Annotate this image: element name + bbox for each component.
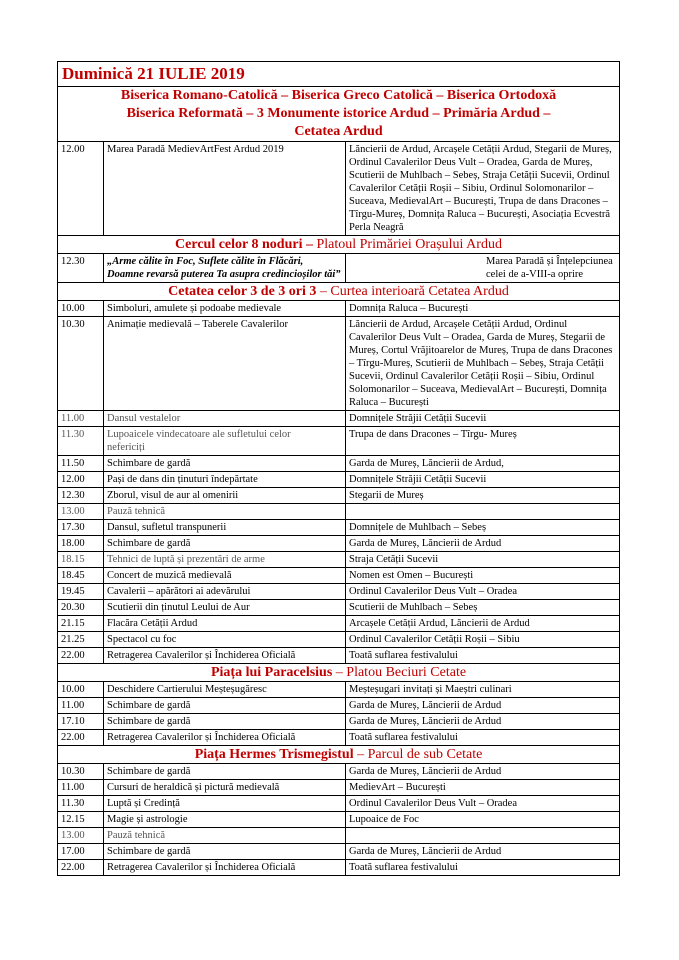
participants-cell <box>346 504 620 520</box>
participants-cell: MedievArt – București <box>346 780 620 796</box>
participants-cell: Garda de Mureș, Lăncierii de Ardud <box>346 698 620 714</box>
event-cell: Schimbare de gardă <box>104 698 346 714</box>
time-cell: 17.00 <box>58 844 104 860</box>
schedule-row <box>58 648 620 664</box>
section-title-bold: Cercul celor 8 noduri – <box>175 237 317 252</box>
event-cell: Dansul vestalelor <box>104 411 346 427</box>
section-title <box>58 236 620 254</box>
schedule-row <box>58 812 620 828</box>
section-title-bold: Piața lui Paracelsius <box>210 665 333 680</box>
event-cell: Pași de dans din ținuturi îndepărtate <box>104 472 346 488</box>
schedule-row <box>58 488 620 504</box>
event-cell: Cursuri de heraldică și pictură medievală <box>104 780 346 796</box>
participants-cell: Domnițele Străjii Cetății Sucevii <box>346 472 620 488</box>
time-cell: 13.00 <box>58 828 104 844</box>
schedule-row <box>58 844 620 860</box>
event-cell: Schimbare de gardă <box>104 714 346 730</box>
event-cell: Pauză tehnică <box>104 828 346 844</box>
schedule-row <box>58 552 620 568</box>
section-title-bold: Cetatea celor 3 de 3 ori 3 <box>168 284 317 299</box>
venues-line: Biserica Romano-Catolică – Biserica Greco Catolică – Biserica Ortodoxă <box>120 88 557 103</box>
time-cell: 11.00 <box>58 698 104 714</box>
day-row <box>58 62 620 87</box>
participants-cell: Domnițele Străjii Cetății Sucevii <box>346 411 620 427</box>
participants-cell: Lăncierii de Ardud, Arcașele Cetății Ardud, Stegarii de Mureș, Ordinul Cavalerilor Deus Vult – Oradea, Garda de Mureș, Scutierii de Muhlbach – Sebeș, Straja Cetății Sucevii, Ordinul Cavalerilor Cetății Roșii – Sibiu, Ordinul Solomonarilor – Suceava, MedievalArt – București, Trupa de dans Dracones – Tîrgu-Mureș, Domnița Raluca – București, Asociația Ecvestră Perla Neagră <box>346 142 620 236</box>
participants-cell: Garda de Mureș, Lăncierii de Ardud <box>346 844 620 860</box>
event-cell: Retragerea Cavalerilor și Închiderea Oficială <box>104 648 346 664</box>
time-cell: 11.50 <box>58 456 104 472</box>
time-cell: 12.15 <box>58 812 104 828</box>
time-cell: 20.30 <box>58 600 104 616</box>
event-cell: Animație medievală – Taberele Cavalerilor <box>104 317 346 411</box>
schedule-row <box>58 317 620 411</box>
time-cell: 19.45 <box>58 584 104 600</box>
event-cell: Schimbare de gardă <box>104 764 346 780</box>
participants-cell: Lăncierii de Ardud, Arcașele Cetății Ardud, Ordinul Cavalerilor Deus Vult – Oradea, Garda de Mureș, Stegarii de Mureș, Cortul Vrăjitoarelor de Mureș, Trupa de dans Dracones – Tîrgu-Mureș, Scutierii de Muhlbach – Sebeș, Straja Cetății Sucevii, Ordinul Cavalerilor Cetății Roșii – Sibiu, Ordinul Solomonarilor – Suceava, MedievalArt – București, Domnița Raluca – București <box>346 317 620 411</box>
opening-row <box>58 142 620 236</box>
venues-line: Biserica Reformată – 3 Monumente istorice Ardud – Primăria Ardud – <box>126 106 551 121</box>
participants-cell: Garda de Mureș, Lăncierii de Ardud <box>346 714 620 730</box>
event-cell: Retragerea Cavalerilor și Închiderea Oficială <box>104 730 346 746</box>
section-header <box>58 664 620 682</box>
time-cell: 11.00 <box>58 780 104 796</box>
participants-cell: Toată suflarea festivalului <box>346 648 620 664</box>
participants-cell: Nomen est Omen – București <box>346 568 620 584</box>
event-cell: Marea Paradă MedievArtFest Ardud 2019 <box>104 142 346 236</box>
schedule-row <box>58 730 620 746</box>
schedule-row <box>58 698 620 714</box>
section-header <box>58 283 620 301</box>
schedule-row <box>58 764 620 780</box>
event-cell: Tehnici de luptă și prezentări de arme <box>104 552 346 568</box>
section-title <box>58 664 620 682</box>
participants-cell: Toată suflarea festivalului <box>346 860 620 876</box>
event-cell: Scutierii din ținutul Leului de Aur <box>104 600 346 616</box>
event-cell: Dansul, sufletul transpunerii <box>104 520 346 536</box>
event-cell: Schimbare de gardă <box>104 844 346 860</box>
participants-cell: Trupa de dans Dracones – Tîrgu- Mureș <box>346 427 620 456</box>
time-cell: 12.00 <box>58 142 104 236</box>
section-title-rest: – Parcul de sub Cetate <box>353 747 483 762</box>
event-cell: Retragerea Cavalerilor și Închiderea Oficială <box>104 860 346 876</box>
schedule-row <box>58 796 620 812</box>
schedule-row <box>58 828 620 844</box>
time-cell: 13.00 <box>58 504 104 520</box>
participants-cell: Lupoaice de Foc <box>346 812 620 828</box>
participants-cell: Straja Cetății Sucevii <box>346 552 620 568</box>
time-cell: 22.00 <box>58 648 104 664</box>
schedule-row <box>58 472 620 488</box>
event-cell: Schimbare de gardă <box>104 536 346 552</box>
schedule-table <box>57 61 620 876</box>
time-cell: 10.30 <box>58 764 104 780</box>
participants-cell: Garda de Mureș, Lăncierii de Ardud <box>346 764 620 780</box>
schedule-row <box>58 456 620 472</box>
time-cell: 22.00 <box>58 860 104 876</box>
schedule-row <box>58 520 620 536</box>
event-cell: Concert de muzică medievală <box>104 568 346 584</box>
event-cell: Lupoaicele vindecatoare ale sufletului celor nefericiți <box>104 427 346 456</box>
schedule-row <box>58 301 620 317</box>
section-title <box>58 746 620 764</box>
schedule-row <box>58 427 620 456</box>
schedule-row <box>58 536 620 552</box>
section-title-rest: – Curtea interioară Cetatea Ardud <box>316 284 509 299</box>
schedule-row <box>58 568 620 584</box>
motto-line: „Arme călite în Foc, Suflete călite în Flăcări, <box>107 256 304 267</box>
time-cell: 21.15 <box>58 616 104 632</box>
event-cell: Spectacol cu foc <box>104 632 346 648</box>
time-cell: 12.30 <box>58 254 104 283</box>
participants-cell: Stegarii de Mureș <box>346 488 620 504</box>
section-header <box>58 236 620 254</box>
time-cell: 12.00 <box>58 472 104 488</box>
time-cell: 22.00 <box>58 730 104 746</box>
time-cell: 11.30 <box>58 427 104 456</box>
schedule-row <box>58 504 620 520</box>
event-cell: Simboluri, amulete și podoabe medievale <box>104 301 346 317</box>
event-cell: Luptă și Credință <box>104 796 346 812</box>
participants-cell: Arcașele Cetății Ardud, Lăncierii de Ardud <box>346 616 620 632</box>
time-cell: 10.00 <box>58 301 104 317</box>
section-title-rest: Platoul Primăriei Orașului Ardud <box>316 237 502 252</box>
time-cell: 21.25 <box>58 632 104 648</box>
schedule-row <box>58 780 620 796</box>
venues-header <box>58 87 620 142</box>
section-title-rest: – Platou Beciuri Cetate <box>332 665 467 680</box>
schedule-row <box>58 616 620 632</box>
participants-cell: Garda de Mureș, Lăncierii de Ardud <box>346 536 620 552</box>
participants-cell: Toată suflarea festivalului <box>346 730 620 746</box>
participants-cell: Domnița Raluca – București <box>346 301 620 317</box>
time-cell: 17.10 <box>58 714 104 730</box>
section-header <box>58 746 620 764</box>
time-cell: 18.00 <box>58 536 104 552</box>
schedule-row <box>58 632 620 648</box>
time-cell: 10.30 <box>58 317 104 411</box>
event-cell: Zborul, visul de aur al omenirii <box>104 488 346 504</box>
participants-cell: Ordinul Cavalerilor Deus Vult – Oradea <box>346 796 620 812</box>
event-cell: Pauză tehnică <box>104 504 346 520</box>
header-row <box>58 87 620 142</box>
schedule-page <box>57 61 619 876</box>
event-cell <box>104 254 346 283</box>
schedule-row <box>58 860 620 876</box>
event-cell: Flacăra Cetății Ardud <box>104 616 346 632</box>
schedule-row <box>58 714 620 730</box>
schedule-row <box>58 600 620 616</box>
time-cell: 11.30 <box>58 796 104 812</box>
motto-line: Doamne revarsă puterea Ta asupra credincioșilor tăi” <box>107 269 341 280</box>
time-cell: 18.15 <box>58 552 104 568</box>
schedule-row <box>58 584 620 600</box>
event-cell: Schimbare de gardă <box>104 456 346 472</box>
venues-line: Cetatea Ardud <box>294 124 383 139</box>
cercul-row <box>58 254 620 283</box>
event-cell: Deschidere Cartierului Meșteșugăresc <box>104 682 346 698</box>
time-cell: 12.30 <box>58 488 104 504</box>
participants-cell: Ordinul Cavalerilor Deus Vult – Oradea <box>346 584 620 600</box>
participants-cell: Marea Paradă și Înțelepciunea celei de a-VIII-a oprire <box>346 254 620 283</box>
time-cell: 11.00 <box>58 411 104 427</box>
event-cell: Magie și astrologie <box>104 812 346 828</box>
time-cell: 10.00 <box>58 682 104 698</box>
time-cell: 18.45 <box>58 568 104 584</box>
time-cell: 17.30 <box>58 520 104 536</box>
participants-cell: Ordinul Cavalerilor Cetății Roșii – Sibiu <box>346 632 620 648</box>
event-cell: Cavalerii – apărători ai adevărului <box>104 584 346 600</box>
participants-cell: Scutierii de Muhlbach – Sebeș <box>346 600 620 616</box>
schedule-body <box>58 62 620 876</box>
participants-cell: Garda de Mureș, Lăncierii de Ardud, <box>346 456 620 472</box>
participants-cell: Meșteșugari invitați și Maeștri culinari <box>346 682 620 698</box>
day-title: Duminică 21 IULIE 2019 <box>58 62 620 87</box>
section-title-bold: Piața Hermes Trismegistul <box>194 747 354 762</box>
schedule-row <box>58 411 620 427</box>
participants-cell: Domnițele de Muhlbach – Sebeș <box>346 520 620 536</box>
schedule-row <box>58 682 620 698</box>
section-title <box>58 283 620 301</box>
participants-cell <box>346 828 620 844</box>
